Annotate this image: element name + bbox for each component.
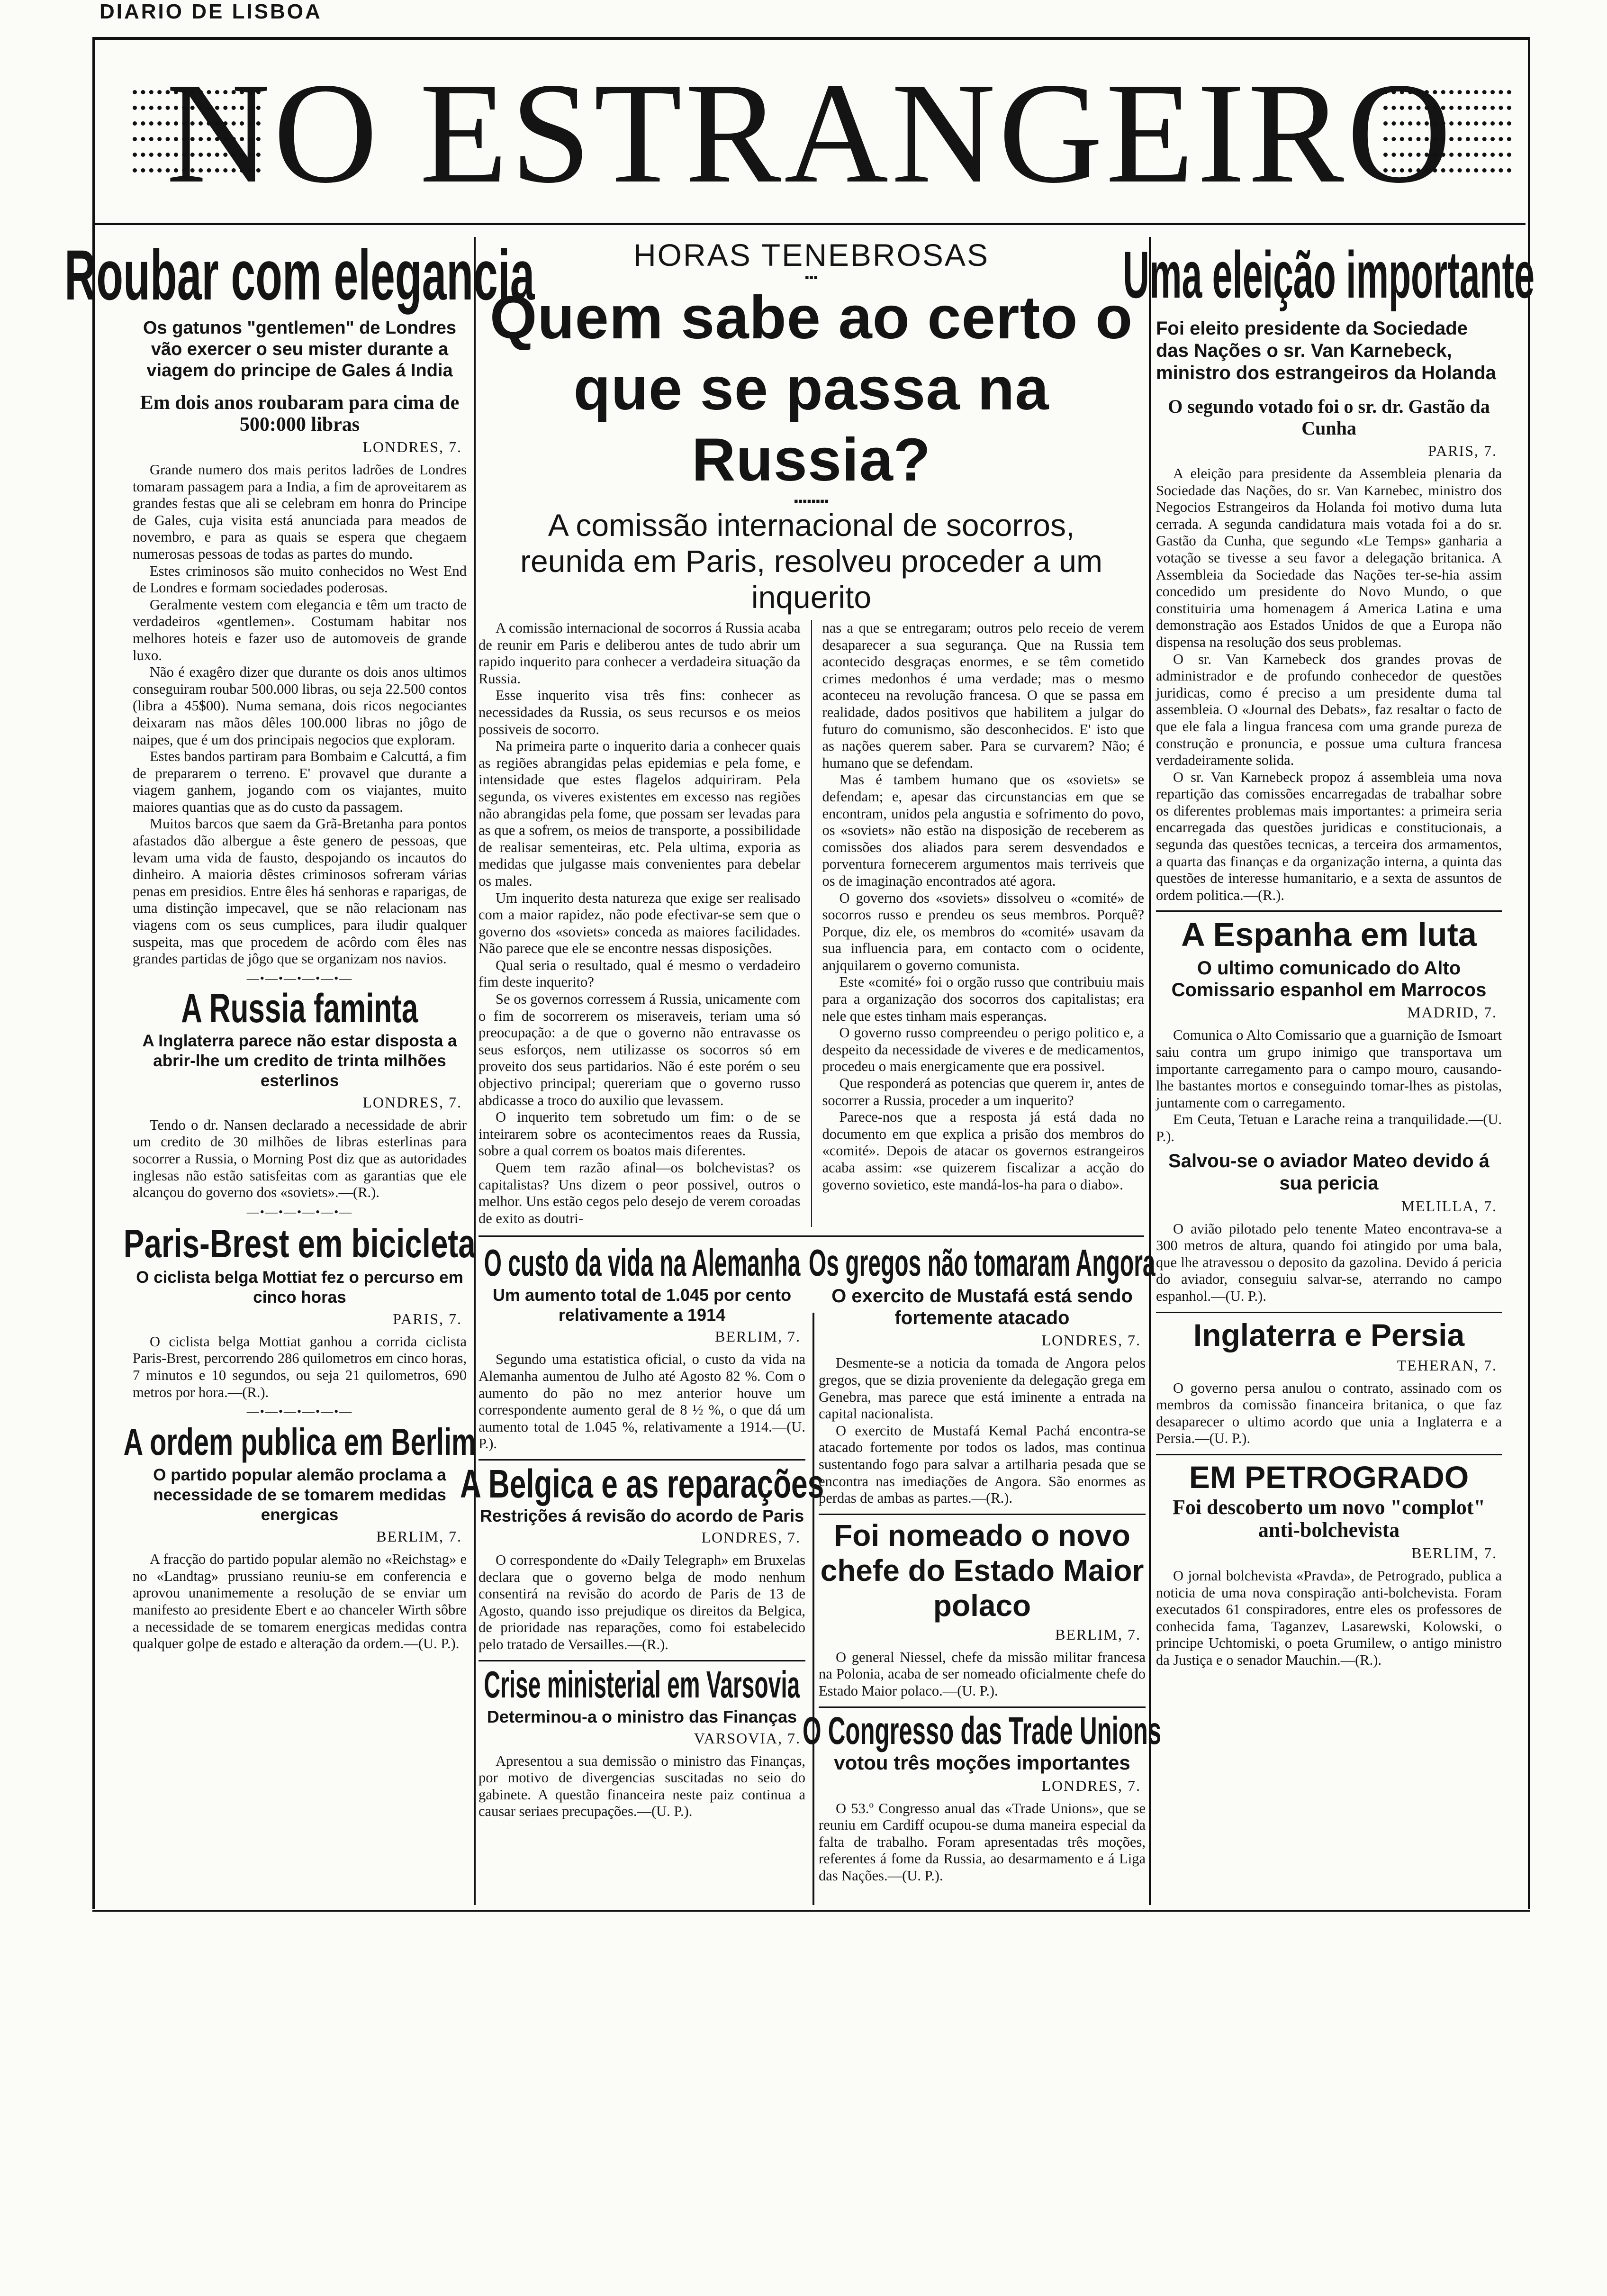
body-varsovia: Apresentou a sua demissão o ministro das Finanças, por motivo de divergencias suscitadas no seio do gabinete. A questão financeira neste paiz continua a causar seriaes precupações.—(U. P.). bbox=[478, 1752, 805, 1820]
dateline-alemanha: BERLIM, 7. bbox=[715, 1328, 801, 1345]
headline-varsovia: Crise ministerial em Varsovia bbox=[484, 1663, 800, 1706]
dateline-polaco: BERLIM, 7. bbox=[1055, 1625, 1141, 1643]
separator: —•—•—•—•—•— bbox=[246, 971, 353, 985]
dateline-belgica: LONDRES, 7. bbox=[701, 1528, 801, 1546]
deck-angora: O exercito de Mustafá está sendo fortemente atacado bbox=[831, 1286, 1133, 1329]
masthead-ornament-right bbox=[1383, 90, 1511, 166]
body-angora: Desmente-se a noticia da tomada de Angora pelos gregos, que se dizia proveniente da delegação grega em Genebra, mas parece que está iminente a entrada na capital nacionalista. O exercito de Mustafá Kemal Pachá encontra-se atacado fortemente por todos os lados, mas continua sustentando fogo para salvar a artilharia pesada que se encontra nas imediações de Angora. São enormes as perdas de ambas as partes.—(R.). bbox=[819, 1355, 1146, 1506]
right-column bbox=[1123, 237, 1535, 1669]
separator: —•—•—•—•—•— bbox=[246, 1405, 353, 1419]
main-deck: A comissão internacional de socorros, reunida em Paris, resolveu proceder a um inquerito bbox=[520, 508, 1102, 615]
body-aviador: O avião pilotado pelo tenente Mateo encontrava-se a 300 metros de altura, quando foi atingido por uma bala, que lhe atravessou o deposito da gazolina. Devido á pericia do aviador, conseguiu salvar-se, aterrando no campo espanhol.—(U. P.). bbox=[1156, 1220, 1502, 1304]
headline-ornament: ▪▪▪▪▪▪▪▪ bbox=[794, 494, 829, 508]
column-rule bbox=[474, 237, 476, 1905]
column-rule bbox=[1149, 237, 1151, 1905]
headline-ordem-publica: A ordem publica em Berlim bbox=[123, 1421, 476, 1463]
main-headline-line-1: Quem sabe ao certo o bbox=[489, 284, 1133, 352]
deck-roubar: Os gatunos "gentlemen" de Londres vão exercer o seu mister durante a viagem do principe de Gales á India bbox=[143, 318, 456, 381]
deck-varsovia: Determinou-a o ministro das Finanças bbox=[487, 1706, 797, 1726]
subdeck-eleicao: O segundo votado foi o sr. dr. Gastão da Cunha bbox=[1168, 396, 1490, 439]
main-headline-line-2: que se passa na Russia? bbox=[573, 355, 1049, 494]
body-ordem-publica: A fracção do partido popular alemão no «Reichstag» e no «Landtag» prussiano reuniu-se em conferencia e aprovou unanimemente a resolução de se enviar um manifesto ao presidente Ebert e ao chanceler Wirth sôbre a necessidade de se tomarem energicas medidas contra qualquer golpe de estado e alteração da ordem.—(U. P.). bbox=[133, 1551, 467, 1652]
main-body-left: A comissão internacional de socorros á Russia acaba de reunir em Paris e deliberou antes de tudo abrir um rapido inquerito para conhecer a verdadeira situação da Russia. Esse inquerito visa três fins: conhecer as necessidades da Russia, os seus recursos e os meios possiveis de socorro. Na primeira parte o inquerito daria a conhecer quais as regiões abrangidas pelas epidemias e pela fome, e intensidade que estes flagelos adquiriram. Pela segunda, os viveres existentes em excesso nas regiões não abrangidas pela fome, que possam ser levadas para as que a sofrem, os meios de transporte, a possibilidade de realisar sementeiras, etc. Pela ultima, exporia as medidas que julgasse mais convenientes para debelar os males. Um inquerito desta natureza que exige ser realisado com a maior rapidez, não pode efectivar-se sem que o governo dos «soviets» conceda as maiores facilidades. Não parece que ele se encontre nessas disposições. Qual seria o resultado, qual é mesmo o verdadeiro fim deste inquerito? Se os governos corressem á Russia, unicamente com o fim de socorrerem os miseraveis, teriam uma só preocupação: a de que o governo não entravasse os seus esforços, nem utilizasse os socorros só em proveito dos seus partidarios. Não é este porém o seu objectivo principal; quereriam que o governo russo abdicasse a troco do auxilio que levassem. O inquerito tem sobretudo um fim: o de se inteirarem sobre os acontecimentos reaes da Russia, sobre a qual correm os boatos mais diferentes. Quem tem razão afinal—os bolchevistas? os capitalistas? Uns dizem o peor possivel, outros o melhor. Uns estão cegos pelo desejo de verem coroadas de exito as doutri- bbox=[478, 620, 801, 1226]
headline-alemanha: O custo da vida na Alemanha bbox=[484, 1242, 800, 1284]
dateline-aviador: MELILLA, 7. bbox=[1401, 1197, 1497, 1215]
dateline-varsovia: VARSOVIA, 7. bbox=[694, 1729, 801, 1747]
headline-roubar: Roubar com elegancia bbox=[64, 235, 535, 315]
deck-petrogrado: Foi descoberto um novo "complot" anti-bolchevista bbox=[1173, 1495, 1485, 1542]
dateline-persia: TEHERAN, 7. bbox=[1397, 1356, 1497, 1374]
section-masthead bbox=[95, 47, 1526, 218]
dateline-ordem-publica: BERLIM, 7. bbox=[376, 1528, 462, 1545]
body-belgica: O correspondente do «Daily Telegraph» em Bruxelas declara que o governo belga de modo nenhum consentirá na revisão do acordo de Paris de 13 de Agosto, quando isso prejudique os direitos da Belgica, de prioridade nas reparações, como foi estabelecido pelo tratado de Versailles.—(R.). bbox=[478, 1552, 805, 1652]
center-column bbox=[460, 237, 1162, 1884]
dateline-angora: LONDRES, 7. bbox=[1041, 1332, 1141, 1349]
headline-paris-brest: Paris-Brest em bicicleta bbox=[124, 1221, 476, 1266]
deck-belgica: Restrições á revisão do acordo de Paris bbox=[479, 1506, 804, 1525]
dateline-roubar: LONDRES, 7. bbox=[362, 438, 462, 455]
body-eleicao: A eleição para presidente da Assembleia plenaria da Sociedade das Nações, do sr. Van Karnebec, ministro dos Negocios Estrangeiros da Holanda foi motivo duma luta cerrada. A segunda candidatura mais votada foi a do sr. Gastão da Cunha, que segundo «Le Temps» ganharia a votação se tivesse a seu favor a delegação britanica. A Assembleia da Sociedade das Nações ter-se-hia assim concedido um presidente do Novo Mundo, o que constituiria uma homenagem á America Latina e uma demonstração aos Estados Unidos de que a Europa não dispensa na resolução dos seus problemas. O sr. Van Karnebeck dos grandes provas de administrador e de profundo conhecedor de questões juridicas, como é preciso a um presidente duma tal assembleia. O «Journal des Debats», faz resaltar o facto de que ele fala a lingua francesa com uma grande pureza de construção e pronuncia, e possue uma cultura francesa verdadeiramente solida. O sr. Van Karnebeck propoz á assembleia uma nova repartição das comissões encarregadas de trabalhar sobre os diferentes problemas mais importantes: a primeira seria encarregada das questões juridicas e constitucionais, a segunda das questões tecnicas, a terceira dos armamentos, a quarta das finanças e da organização interna, a quinta das questões de interesse humanitario, e a sexta de assuntos de ordem politica.—(R.). bbox=[1156, 465, 1502, 903]
frame-left-rule bbox=[92, 37, 95, 1909]
body-roubar: Grande numero dos mais peritos ladrões de Londres tomaram passagem para a India, a fim de aproveitarem as grandes festas que ali se celebram em honra do Principe de Gales, cuja visita está anunciada para meados de novembro, e para as quais se espera que chegaem numerosas pessoas de todas as partes do mundo. Estes criminosos são muito conhecidos no West End de Londres e formam sociedades poderosas. Geralmente vestem com elegancia e têm um tracto de verdadeiros «gentlemen». Costumam habitar nos melhores hoteis e fazer uso de automoveis de grande luxo. Não é exagêro dizer que durante os dois anos ultimos conseguiram roubar 500.000 libras, ou seja 22.500 contos (libra a 45$00). Numa semana, dois ricos negociantes deixaram nas mãos dêles 100.000 libras no jôgo de naipes, que é um dos principais negocios que exploram. Estes bandos partiram para Bombaim e Calcuttá, a fim de prepararem o terreno. E' provavel que durante a viagem ganhem, jogando com os viajantes, muito maiores quantias que as do custo da passagem. Muitos barcos que saem da Grã-Bretanha para pontos afastados dão albergue a êste genero de pessoas, que levam uma vida de fausto, despojando os incautos do dinheiro. A maioria dêstes criminosos sofreram várias penas em presidios. Entre êles há senhoras e raparigas, de uma distinção impecavel, que se não relacionam nas viagens com os seus cumplices, para iludir qualquer suspeita, mas que procedem de acôrdo com êles nas grandes partidas de jôgo que se organizam nos navios. bbox=[133, 462, 467, 967]
body-paris-brest: O ciclista belga Mottiat ganhou a corrida ciclista Paris-Brest, percorrendo 286 quilometros em cinco horas, 7 minutos e 10 segundos, ou seja 21 quilometros, 690 metros por hora.—(R.). bbox=[133, 1333, 467, 1400]
running-head: DIARIO DE LISBOA bbox=[99, 0, 322, 23]
masthead-rule bbox=[95, 223, 1526, 225]
headline-petrogrado: EM PETROGRADO bbox=[1189, 1459, 1469, 1495]
deck-ordem-publica: O partido popular alemão proclama a necessidade de se tomarem medidas energicas bbox=[153, 1466, 446, 1525]
headline-eleicao: Uma eleição importante bbox=[1123, 237, 1535, 312]
deck-alemanha: Um aumento total de 1.045 por cento relativamente a 1914 bbox=[492, 1285, 792, 1325]
body-alemanha: Segundo uma estatistica oficial, o custo da vida na Alemanha aumentou de Julho até Agosto 82 %. Com o aumento do pão no mez anterior houve um correspondente aumento geral de 8 ½ %, o que dá um aumento total de 1.045 %, relativamente a 1914.—(U. P.). bbox=[478, 1351, 805, 1452]
body-trade-unions: O 53.º Congresso anual das «Trade Unions», que se reuniu em Cardiff ocupou-se duma maneira especial da falta de trabalho. Foram apresentadas três moções, referentes á fome da Russia, ao desarmamento e á Liga das Nações.—(U. P.). bbox=[819, 1800, 1146, 1884]
center-lower-right bbox=[803, 1242, 1162, 1884]
body-russia-faminta: Tendo o dr. Nansen declarado a necessidade de abrir um credito de 30 milhões de libras esterlinas para socorrer a Russia, o Morning Post diz que as autoridades inglesas não estão satisfeitas com as garantias que ele alcançou do governo dos «soviets».—(R.). bbox=[133, 1116, 467, 1201]
dateline-paris-brest: PARIS, 7. bbox=[393, 1310, 462, 1327]
headline-espanha: A Espanha em luta bbox=[1181, 916, 1477, 953]
dateline-russia-faminta: LONDRES, 7. bbox=[362, 1093, 462, 1111]
masthead-ornament-left bbox=[133, 90, 261, 166]
headline-trade-unions: O Congresso das Trade Unions bbox=[803, 1709, 1162, 1752]
kicker-horas-tenebrosas: HORAS TENEBROSAS bbox=[633, 237, 989, 272]
headline-russia-faminta: A Russia faminta bbox=[181, 985, 418, 1031]
headline-persia: Inglaterra e Persia bbox=[1193, 1317, 1465, 1352]
deck-russia-faminta: A Inglaterra parece não estar disposta a abrir-lhe um credito de trinta milhões esterlinos bbox=[142, 1031, 457, 1090]
body-petrogrado: O jornal bolchevista «Pravda», de Petrogrado, publica a noticia de uma nova conspiração anti-bolchevista. Foram executados 61 conspiradores, entre eles os professores de conhecida fama, Taganzev, Lasarewski, Kolowski, o principe Uchtomiski, o poeta Grumilew, o antigo ministro da Justiça e o senador Mauchin.—(R.). bbox=[1156, 1567, 1502, 1668]
deck-paris-brest: O ciclista belga Mottiat fez o percurso em cinco horas bbox=[136, 1268, 463, 1307]
dateline-eleicao: PARIS, 7. bbox=[1428, 442, 1497, 459]
body-espanha: Comunica o Alto Comissario que a guarnição de Ismoart saiu contra um grupo inimigo que transportava um importante carregamento para o campo mouro, causando-lhe bastantes mortos e conseguindo tomar-lhes as pistolas, juntamente com o carregamento. Em Ceuta, Tetuan e Larache reina a tranquilidade.—(U. P.). bbox=[1156, 1027, 1502, 1144]
center-divider bbox=[478, 1235, 1144, 1237]
frame-right-rule bbox=[1528, 37, 1530, 1909]
body-polaco: O general Niessel, chefe da missão militar francesa na Polonia, acaba de ser nomeado oficialmente chefe do Estado Maior polaco.—(U. P.). bbox=[819, 1649, 1146, 1699]
headline-aviador: Salvou-se o aviador Mateo devido á sua pericia bbox=[1168, 1150, 1490, 1194]
dateline-trade-unions: LONDRES, 7. bbox=[1041, 1777, 1141, 1794]
headline-belgica: A Belgica e as reparações bbox=[460, 1461, 824, 1506]
headline-angora: Os gregos não tomaram Angora bbox=[809, 1242, 1156, 1284]
separator: —•—•—•—•—•— bbox=[246, 1205, 353, 1219]
dateline-espanha: MADRID, 7. bbox=[1407, 1004, 1497, 1021]
body-persia: O governo persa anulou o contrato, assinado com os membros da comissão financeira britanica, o que faz desaparecer o ultimo acordo que unia a Inglaterra e a Persia.—(U. P.). bbox=[1156, 1379, 1502, 1447]
left-column bbox=[64, 235, 535, 1652]
kicker-ornament: ▪▪▪ bbox=[804, 271, 818, 284]
deck-trade-unions: votou três moções importantes bbox=[834, 1751, 1130, 1774]
deck-eleicao: Foi eleito presidente da Sociedade das Nações o sr. Van Karnebeck, ministro dos estrangeiros da Holanda bbox=[1156, 318, 1496, 383]
center-lower-left bbox=[460, 1242, 824, 1884]
main-body-right: nas a que se entregaram; outros pelo receio de verem desaparecer a sua segurança. Que na Russia tem acontecido desgraças enormes, e se têm cometido crimes medonhos é uma verdade; mas o mesmo aconteceu na revolução francesa. O que se passa em realidade, dados positivos que habilitem a julgar do futuro do comunismo, são desconhecidos. E' isto que as nações querem saber. Para se curvarem? Não; é humano que se defendam. Mas é tambem humano que os «soviets» se defendam; e, apesar das circunstancias em que se encontram, unidos pela angustia e sofrimento do povo, os «soviets» não estão na disposição de receberem as comissões dos aliados para serem desvendados e porventura fornecerem argumentos mais terriveis que os de imaginação encontrados até agora. O governo dos «soviets» dissolveu o «comité» de socorros russo e prendeu os seus membros. Porquê? Porque, diz ele, os membros do «comité» usavam da sua influencia para, em contacto com o ocidente, anjquilarem o governo comunista. Este «comité» foi o orgão russo que contribuiu mais para a organização dos socorros dos capitalistas; era nele que estes tinham mais esperanças. O governo russo compreendeu o perigo politico e, a despeito da necessidade de viveres e de medicamentos, procedeu o mais energicamente que era possivel. Que responderá as potencias que querem ir, antes de socorrer a Russia, proceder a um inquerito? Parece-nos que a resposta já está dada no documento em que explica a prisão dos membros do «comité». Depois de atacar os governos estrangeiros acaba assim: «se quizerem fiscalizar a acção do governo sovietico, este mandá-los-ha para o diabo». bbox=[822, 620, 1144, 1193]
headline-polaco: Foi nomeado o novo chefe do Estado Maior polaco bbox=[820, 1518, 1144, 1623]
deck-espanha: O ultimo comunicado do Alto Comissario espanhol em Marrocos bbox=[1171, 958, 1487, 1001]
subdeck-roubar: Em dois anos roubaram para cima de 500:000 libras bbox=[140, 392, 460, 436]
frame-bottom-rule bbox=[92, 1910, 1530, 1912]
dateline-petrogrado: BERLIM, 7. bbox=[1411, 1544, 1497, 1561]
frame-top-rule bbox=[92, 37, 1528, 40]
section-title: NO ESTRANGEIRO bbox=[166, 53, 1454, 213]
